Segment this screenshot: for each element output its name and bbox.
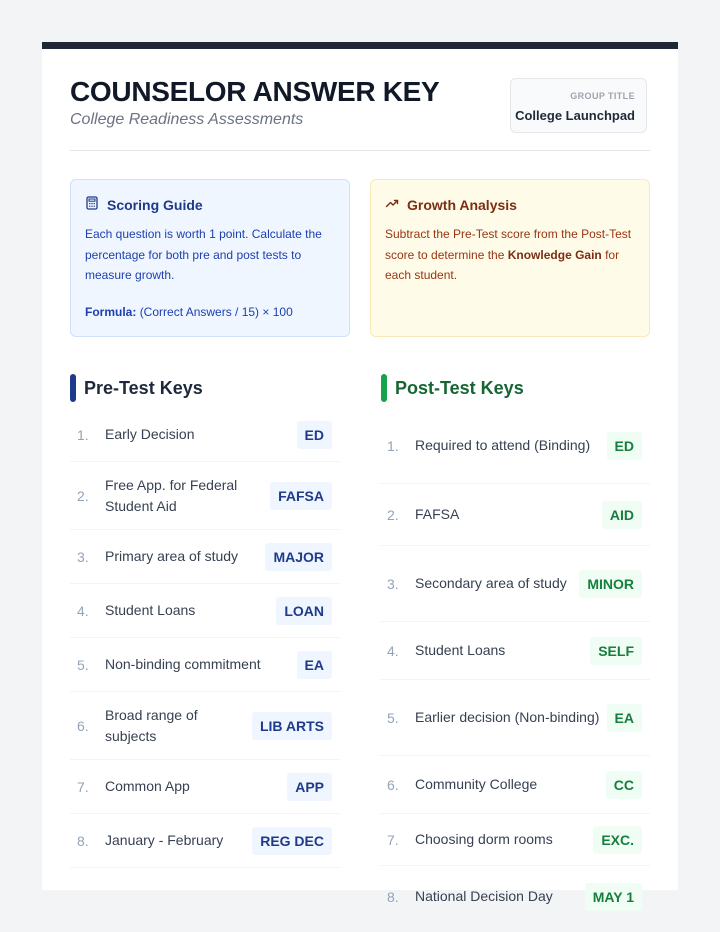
answer-badge: FAFSA [270, 482, 332, 510]
question-number: 3. [77, 548, 89, 565]
question-number: 2. [387, 506, 399, 523]
pre-test-title: Pre-Test Keys [84, 377, 203, 398]
answer-row [380, 814, 650, 866]
question-description: Broad range of subjects [105, 706, 198, 744]
answer-badge: SELF [590, 637, 642, 665]
question-description: National Decision Day [415, 888, 553, 904]
question-description: Early Decision [105, 426, 195, 442]
question-number: 2. [77, 487, 89, 504]
answer-row [380, 680, 650, 756]
pre-test-section-header [70, 374, 203, 402]
question-description: FAFSA [415, 506, 460, 522]
question-number: 4. [387, 642, 399, 659]
question-description: Common App [105, 778, 190, 794]
answer-row [70, 408, 340, 462]
question-description: Student Loans [415, 642, 506, 658]
answer-badge: LOAN [276, 597, 332, 625]
answer-badge: MAY 1 [585, 883, 642, 911]
answer-row [70, 760, 340, 814]
question-number: 3. [387, 575, 399, 592]
answer-badge: EA [607, 704, 642, 732]
question-number: 6. [77, 717, 89, 734]
question-description: Primary area of study [105, 548, 239, 564]
question-description: Earlier decision (Non-binding) [415, 709, 600, 725]
question-description: Secondary area of study [415, 575, 567, 591]
answer-row [70, 530, 340, 584]
question-number: 5. [77, 656, 89, 673]
answer-row [70, 462, 340, 530]
answer-row [380, 866, 650, 928]
scoring-guide-title: Scoring Guide [107, 197, 203, 213]
growth-analysis-card [370, 179, 650, 337]
answer-row [70, 584, 340, 638]
question-number: 8. [387, 888, 399, 905]
calculator-icon [85, 196, 99, 215]
question-number: 8. [77, 832, 89, 849]
post-test-title: Post-Test Keys [395, 377, 524, 398]
answer-row [380, 756, 650, 814]
question-number: 6. [387, 776, 399, 793]
question-number: 5. [387, 709, 399, 726]
scoring-guide-card [70, 179, 350, 337]
answer-badge: LIB ARTS [252, 712, 332, 740]
question-description: Required to attend (Binding) [415, 437, 591, 453]
question-number: 7. [77, 778, 89, 795]
question-description: January - February [105, 832, 224, 848]
scoring-formula [85, 305, 335, 319]
pre-test-accent-bar [70, 374, 76, 402]
growth-analysis-title: Growth Analysis [407, 197, 517, 213]
answer-row [380, 484, 650, 546]
header-divider [70, 150, 650, 151]
formula-label: Formula: [85, 304, 137, 319]
trending-up-icon [385, 196, 399, 215]
group-title-value: College Launchpad [515, 108, 635, 123]
answer-badge: EXC. [593, 826, 642, 854]
answer-badge: AID [602, 501, 642, 529]
question-number: 1. [77, 426, 89, 443]
question-description: Choosing dorm rooms [415, 831, 553, 847]
question-description: Free App. for Federal Student Aid [105, 476, 238, 514]
post-test-section-header [381, 374, 524, 402]
page-title: COUNSELOR ANSWER KEY [70, 76, 440, 107]
pre-test-list [70, 408, 340, 868]
question-description: Non-binding commitment [105, 656, 261, 672]
growth-body-text-end: for each student. [385, 247, 620, 282]
answer-badge: ED [607, 432, 642, 460]
knowledge-gain-emphasis: Knowledge Gain [507, 247, 602, 262]
answer-row [380, 622, 650, 680]
answer-row [70, 814, 340, 868]
answer-badge: ED [297, 421, 332, 449]
post-test-list [380, 408, 650, 928]
group-title-label: GROUP TITLE [570, 91, 635, 101]
answer-row [70, 692, 340, 760]
group-title-box [510, 78, 647, 133]
question-description: Student Loans [105, 602, 196, 618]
top-bar [42, 42, 678, 49]
formula-value: (Correct Answers / 15) × 100 [139, 304, 293, 319]
answer-badge: REG DEC [252, 827, 332, 855]
answer-badge: MINOR [579, 570, 642, 598]
scoring-guide-body: Each question is worth 1 point. Calculate the percentage for both pre and post tests to measure growth. [85, 227, 322, 282]
answer-badge: CC [606, 771, 642, 799]
answer-key-sheet [42, 42, 678, 905]
question-number: 4. [77, 602, 89, 619]
answer-badge: MAJOR [265, 543, 332, 571]
answer-row [380, 546, 650, 622]
question-number: 7. [387, 831, 399, 848]
answer-row [380, 408, 650, 484]
answer-badge: EA [297, 651, 332, 679]
page-subtitle: College Readiness Assessments [70, 111, 304, 128]
answer-badge: APP [287, 773, 332, 801]
question-number: 1. [387, 437, 399, 454]
question-description: Community College [415, 776, 538, 792]
answer-row [70, 638, 340, 692]
post-test-accent-bar [381, 374, 387, 402]
growth-analysis-body [385, 224, 635, 286]
growth-body-text: Subtract the Pre-Test score from the Post-Test score to determine the [385, 227, 632, 262]
